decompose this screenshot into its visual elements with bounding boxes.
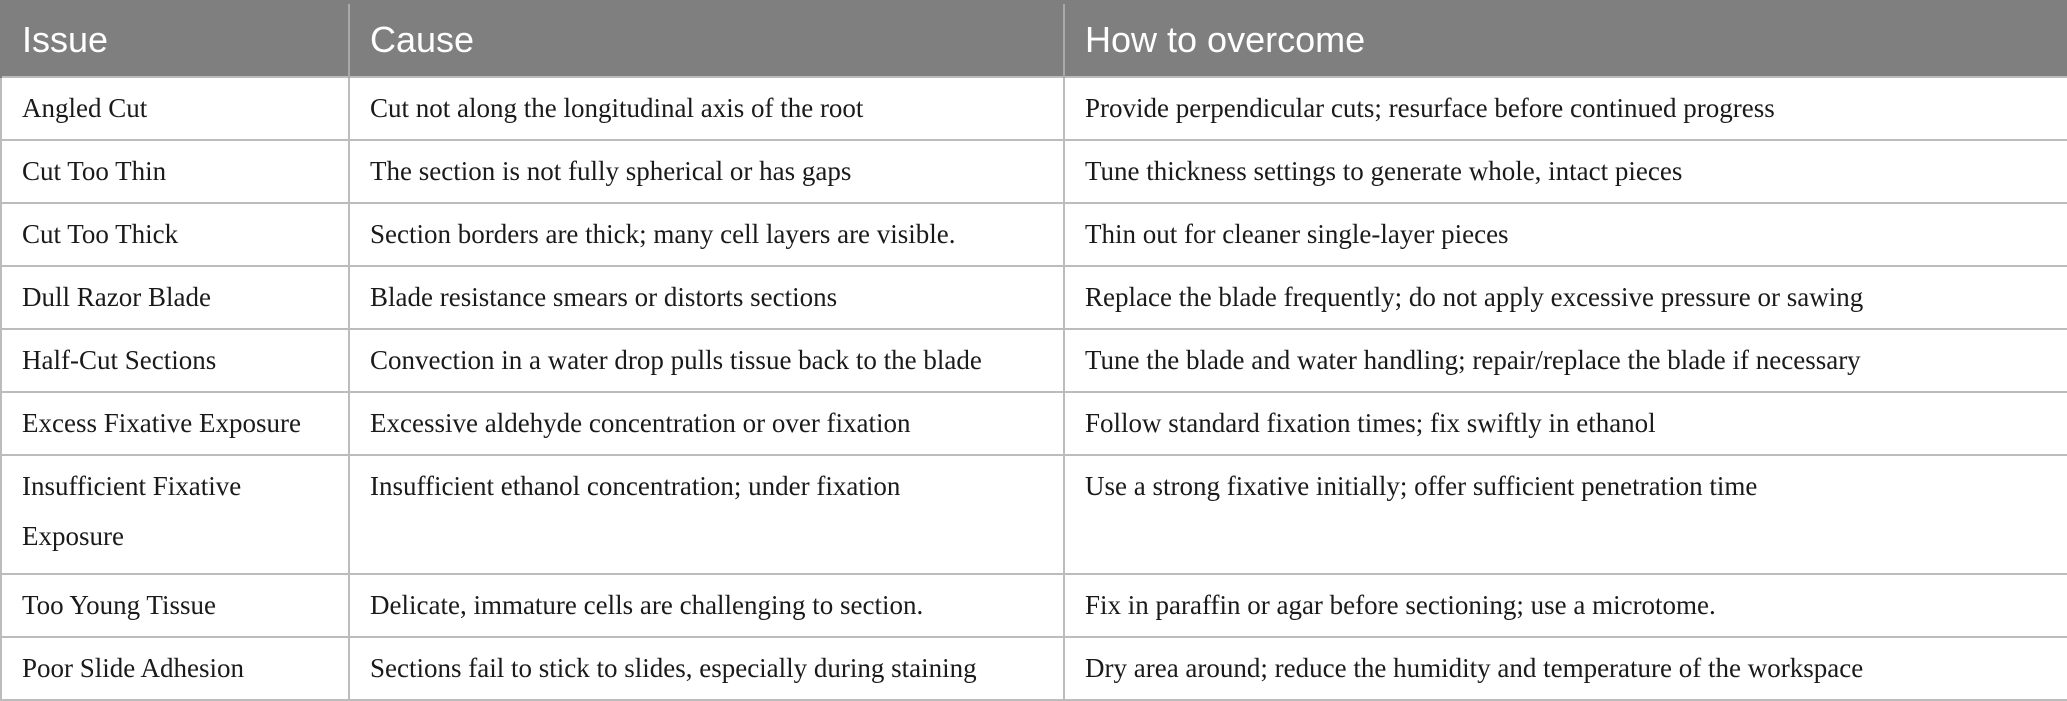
table-row	[1, 455, 2067, 574]
table-row	[1, 329, 2067, 392]
fix-cell: Tune thickness settings to generate whole, intact pieces	[1064, 140, 2067, 203]
cause-cell: Section borders are thick; many cell layers are visible.	[349, 203, 1064, 266]
cause-cell: Sections fail to stick to slides, especially during staining	[349, 637, 1064, 700]
cause-cell: Excessive aldehyde concentration or over fixation	[349, 392, 1064, 455]
issue-cell: Dull Razor Blade	[1, 266, 349, 329]
fix-cell: Use a strong fixative initially; offer sufficient penetration time	[1064, 455, 2067, 574]
table-row	[1, 203, 2067, 266]
table-row	[1, 574, 2067, 637]
fix-cell: Tune the blade and water handling; repair/replace the blade if necessary	[1064, 329, 2067, 392]
table-row	[1, 637, 2067, 700]
issue-cell: Half-Cut Sections	[1, 329, 349, 392]
header-issue: Issue	[1, 2, 349, 77]
header-cause: Cause	[349, 2, 1064, 77]
table-row	[1, 392, 2067, 455]
fix-cell: Provide perpendicular cuts; resurface before continued progress	[1064, 77, 2067, 140]
cause-cell: Delicate, immature cells are challenging to section.	[349, 574, 1064, 637]
fix-cell: Follow standard fixation times; fix swiftly in ethanol	[1064, 392, 2067, 455]
fix-cell: Replace the blade frequently; do not apply excessive pressure or sawing	[1064, 266, 2067, 329]
header-how-to-overcome: How to overcome	[1064, 2, 2067, 77]
issue-cell: Excess Fixative Exposure	[1, 392, 349, 455]
fix-cell: Fix in paraffin or agar before sectioning; use a microtome.	[1064, 574, 2067, 637]
fix-cell: Thin out for cleaner single-layer pieces	[1064, 203, 2067, 266]
issue-cell: Cut Too Thick	[1, 203, 349, 266]
cause-cell: Cut not along the longitudinal axis of the root	[349, 77, 1064, 140]
table-row	[1, 77, 2067, 140]
issue-cell: Angled Cut	[1, 77, 349, 140]
issue-cell: Insufficient Fixative Exposure	[1, 455, 349, 574]
table-row	[1, 266, 2067, 329]
cause-cell: Convection in a water drop pulls tissue back to the blade	[349, 329, 1064, 392]
cause-cell: The section is not fully spherical or has gaps	[349, 140, 1064, 203]
cause-cell: Blade resistance smears or distorts sections	[349, 266, 1064, 329]
cause-cell: Insufficient ethanol concentration; under fixation	[349, 455, 1064, 574]
issue-cell: Cut Too Thin	[1, 140, 349, 203]
table-row	[1, 140, 2067, 203]
fix-cell: Dry area around; reduce the humidity and temperature of the workspace	[1064, 637, 2067, 700]
header-row	[1, 2, 2067, 77]
issue-cell: Too Young Tissue	[1, 574, 349, 637]
issue-cell: Poor Slide Adhesion	[1, 637, 349, 700]
